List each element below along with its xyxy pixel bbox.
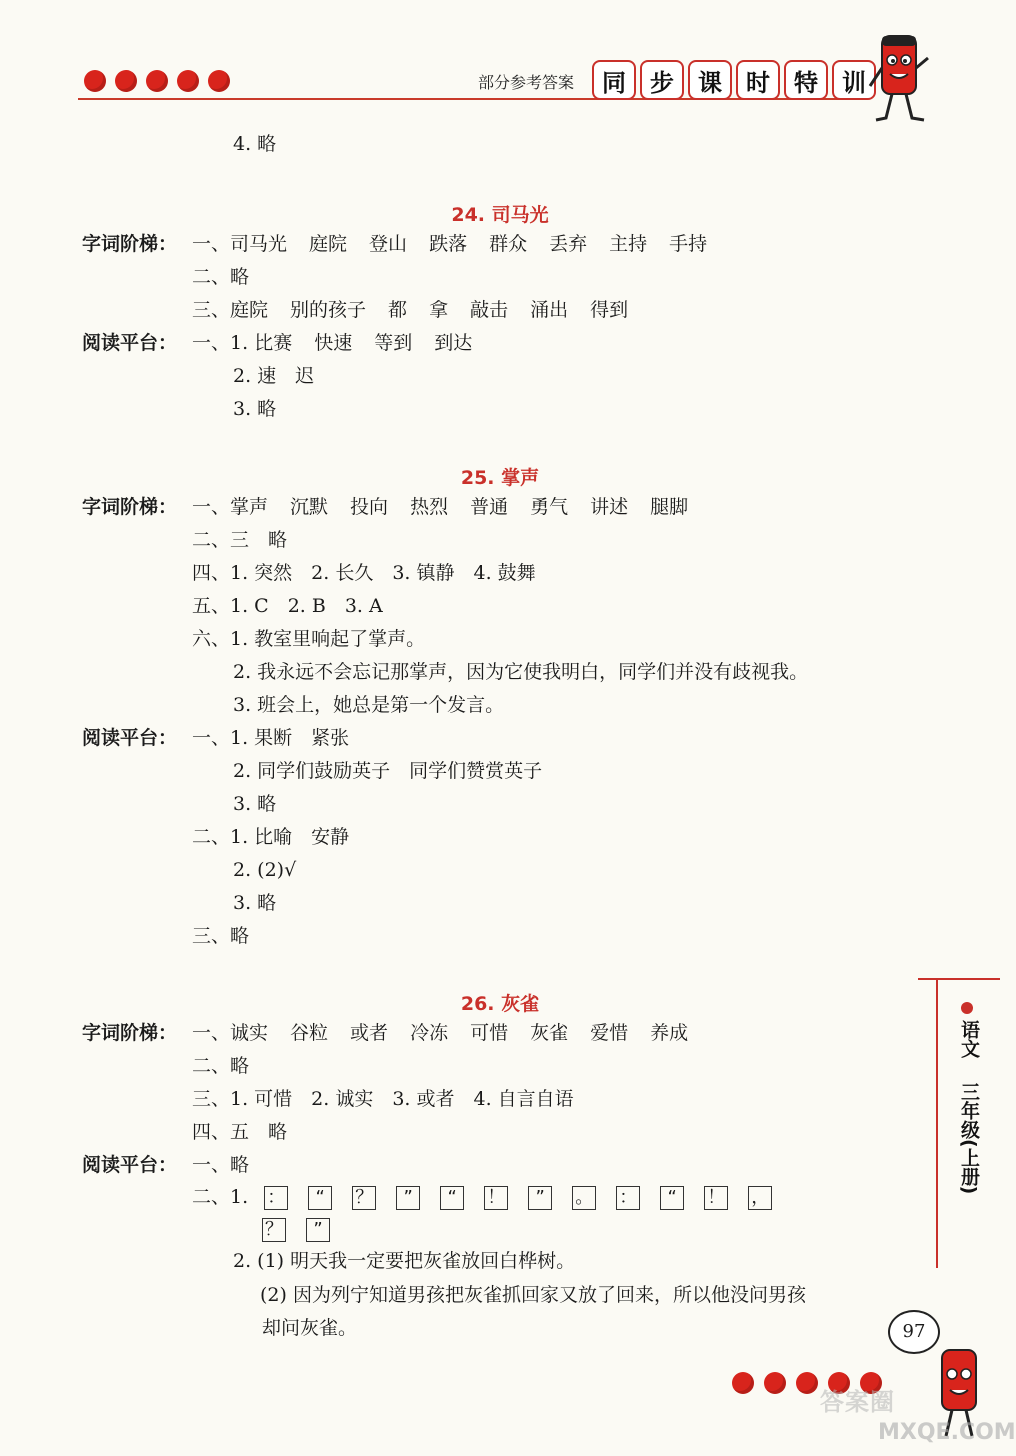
answer-word: 司马光 bbox=[230, 233, 288, 255]
punct-box: ？ bbox=[262, 1218, 286, 1242]
section-label: 阅读平台： bbox=[82, 1154, 178, 1176]
item-prefix: 三、 bbox=[192, 299, 231, 321]
punct-box: ： bbox=[264, 1186, 288, 1210]
title-char: 特 bbox=[784, 60, 828, 100]
answer-word: 庭院 bbox=[230, 299, 269, 321]
answer-word: 等到 bbox=[374, 332, 413, 354]
answer-line: 3. 班会上，她总是第一个发言。 bbox=[233, 694, 505, 716]
answer-word: 掌声 bbox=[230, 496, 269, 518]
answer-line bbox=[192, 1020, 688, 1046]
title-char: 同 bbox=[592, 60, 636, 100]
answer-word: 庭院 bbox=[309, 233, 348, 255]
section-title: 24. 司马光 bbox=[451, 204, 549, 226]
answer-word: 或者 bbox=[350, 1022, 389, 1044]
answer-word: 别的孩子 bbox=[290, 299, 367, 321]
punct-box: “ bbox=[308, 1186, 332, 1210]
punct-box: ！ bbox=[704, 1186, 728, 1210]
answer-word: 勇气 bbox=[530, 496, 569, 518]
punct-box: ” bbox=[396, 1186, 420, 1210]
page-number: 97 bbox=[888, 1310, 940, 1354]
answer-word: 拿 bbox=[429, 299, 449, 321]
item-prefix: 一、 bbox=[192, 496, 231, 518]
answer-word: 谷粒 bbox=[290, 1022, 329, 1044]
section-title: 26. 灰雀 bbox=[460, 993, 540, 1015]
section-title: 25. 掌声 bbox=[460, 467, 540, 489]
answer-word: 讲述 bbox=[590, 496, 629, 518]
answer-line: 2. 速 迟 bbox=[233, 365, 315, 387]
item-prefix: 二、1. bbox=[192, 1186, 249, 1208]
header-subtitle: 部分参考答案 bbox=[478, 73, 575, 92]
answer-word: 爱惜 bbox=[590, 1022, 629, 1044]
answer-word: 可惜 bbox=[470, 1022, 509, 1044]
answer-line: 2. 同学们鼓励英子 同学们赞赏英子 bbox=[233, 760, 543, 782]
answer-word: 登山 bbox=[369, 233, 408, 255]
answer-word: 跌落 bbox=[429, 233, 468, 255]
answer-word: 得到 bbox=[590, 299, 629, 321]
answer-word: 普通 bbox=[470, 496, 509, 518]
title-char: 训 bbox=[832, 60, 876, 100]
decor-dot bbox=[115, 70, 137, 92]
answer-line: 一、略 bbox=[192, 1154, 250, 1176]
answer-line: 3. 略 bbox=[233, 892, 277, 914]
punct-box: ” bbox=[306, 1218, 330, 1242]
decor-dot bbox=[84, 70, 106, 92]
answer-line: 三、略 bbox=[192, 925, 250, 947]
answer-line: (2) 因为列宁知道男孩把灰雀抓回家又放了回来，所以他没问男孩 bbox=[260, 1284, 806, 1306]
answer-line: 二、略 bbox=[192, 1055, 250, 1077]
item-prefix: 一、 bbox=[192, 1022, 231, 1044]
punct-box: “ bbox=[660, 1186, 684, 1210]
answer-word: 投向 bbox=[350, 496, 389, 518]
answer-line: 三、1. 可惜 2. 诚实 3. 或者 4. 自言自语 bbox=[192, 1088, 574, 1110]
punct-box: ： bbox=[616, 1186, 640, 1210]
answer-line: 2. (1) 明天我一定要把灰雀放回白桦树。 bbox=[233, 1250, 576, 1272]
section-label: 字词阶梯： bbox=[82, 496, 178, 518]
punct-box: ” bbox=[528, 1186, 552, 1210]
answer-word: 冷冻 bbox=[410, 1022, 449, 1044]
punct-box: “ bbox=[440, 1186, 464, 1210]
answer-word: 灰雀 bbox=[530, 1022, 569, 1044]
decor-dot bbox=[146, 70, 168, 92]
answer-word: 养成 bbox=[650, 1022, 689, 1044]
answer-word: 到达 bbox=[434, 332, 473, 354]
sidebar-rule bbox=[936, 978, 938, 1268]
sidebar-divider bbox=[918, 978, 1000, 980]
title-char: 课 bbox=[688, 60, 732, 100]
title-char: 时 bbox=[736, 60, 780, 100]
answer-line: 二、略 bbox=[192, 266, 250, 288]
decor-dot bbox=[208, 70, 230, 92]
decor-dot bbox=[177, 70, 199, 92]
sidebar-dot bbox=[961, 1002, 973, 1014]
decor-dot bbox=[796, 1372, 818, 1394]
answer-line: 二、1. 比喻 安静 bbox=[192, 826, 350, 848]
item-prefix: 一、 bbox=[192, 233, 231, 255]
answer-line bbox=[192, 494, 688, 520]
answer-line: 4. 略 bbox=[233, 133, 277, 155]
section-label: 字词阶梯： bbox=[82, 233, 178, 255]
answer-word: 比赛 bbox=[254, 332, 293, 354]
punct-box: ！ bbox=[484, 1186, 508, 1210]
header-decoration-dots bbox=[84, 70, 230, 92]
decor-dot bbox=[764, 1372, 786, 1394]
answer-line: 六、1. 教室里响起了掌声。 bbox=[192, 628, 426, 650]
answer-line: 2. 我永远不会忘记那掌声，因为它使我明白，同学们并没有歧视我。 bbox=[233, 661, 809, 683]
item-prefix: 一、1. bbox=[192, 332, 249, 354]
watermark-url: MXQE.COM bbox=[878, 1420, 1016, 1445]
decor-dot bbox=[732, 1372, 754, 1394]
answer-word: 涌出 bbox=[530, 299, 569, 321]
answer-word: 群众 bbox=[489, 233, 528, 255]
header-title bbox=[592, 60, 876, 100]
section-label: 字词阶梯： bbox=[82, 1022, 178, 1044]
answer-word: 诚实 bbox=[230, 1022, 269, 1044]
answer-line: 四、1. 突然 2. 长久 3. 镇静 4. 鼓舞 bbox=[192, 562, 536, 584]
watermark-text: 答案圈 bbox=[820, 1388, 895, 1416]
answer-word: 腿脚 bbox=[650, 496, 689, 518]
section-label: 阅读平台： bbox=[82, 332, 178, 354]
answer-line: 五、1. C 2. B 3. A bbox=[192, 595, 383, 617]
punctuation-row bbox=[262, 1216, 350, 1242]
sidebar-grade: 三年级(上册) bbox=[958, 1082, 980, 1195]
answer-line bbox=[192, 297, 628, 323]
answer-word: 沉默 bbox=[290, 496, 329, 518]
answer-line: 一、1. 果断 紧张 bbox=[192, 727, 350, 749]
answer-line: 四、五 略 bbox=[192, 1121, 288, 1143]
punct-box: ， bbox=[748, 1186, 772, 1210]
answer-word: 都 bbox=[388, 299, 408, 321]
answer-word: 丢弃 bbox=[549, 233, 588, 255]
answer-line: 二、三 略 bbox=[192, 529, 288, 551]
punctuation-row bbox=[192, 1184, 792, 1210]
answer-line bbox=[192, 330, 472, 356]
title-char: 步 bbox=[640, 60, 684, 100]
answer-word: 手持 bbox=[669, 233, 708, 255]
answer-line: 却问灰雀。 bbox=[262, 1317, 358, 1339]
answer-line: 3. 略 bbox=[233, 793, 277, 815]
punct-box: 。 bbox=[572, 1186, 596, 1210]
pencil-mascot-icon bbox=[868, 28, 930, 124]
answer-word: 敲击 bbox=[470, 299, 509, 321]
answer-word: 快速 bbox=[314, 332, 353, 354]
answer-word: 热烈 bbox=[410, 496, 449, 518]
section-label: 阅读平台： bbox=[82, 727, 178, 749]
punct-box: ？ bbox=[352, 1186, 376, 1210]
answer-word: 主持 bbox=[609, 233, 648, 255]
answer-line bbox=[192, 231, 707, 257]
sidebar-subject: 语文 bbox=[958, 1020, 980, 1058]
answer-line: 2. (2)√ bbox=[233, 859, 297, 881]
answer-line: 3. 略 bbox=[233, 398, 277, 420]
